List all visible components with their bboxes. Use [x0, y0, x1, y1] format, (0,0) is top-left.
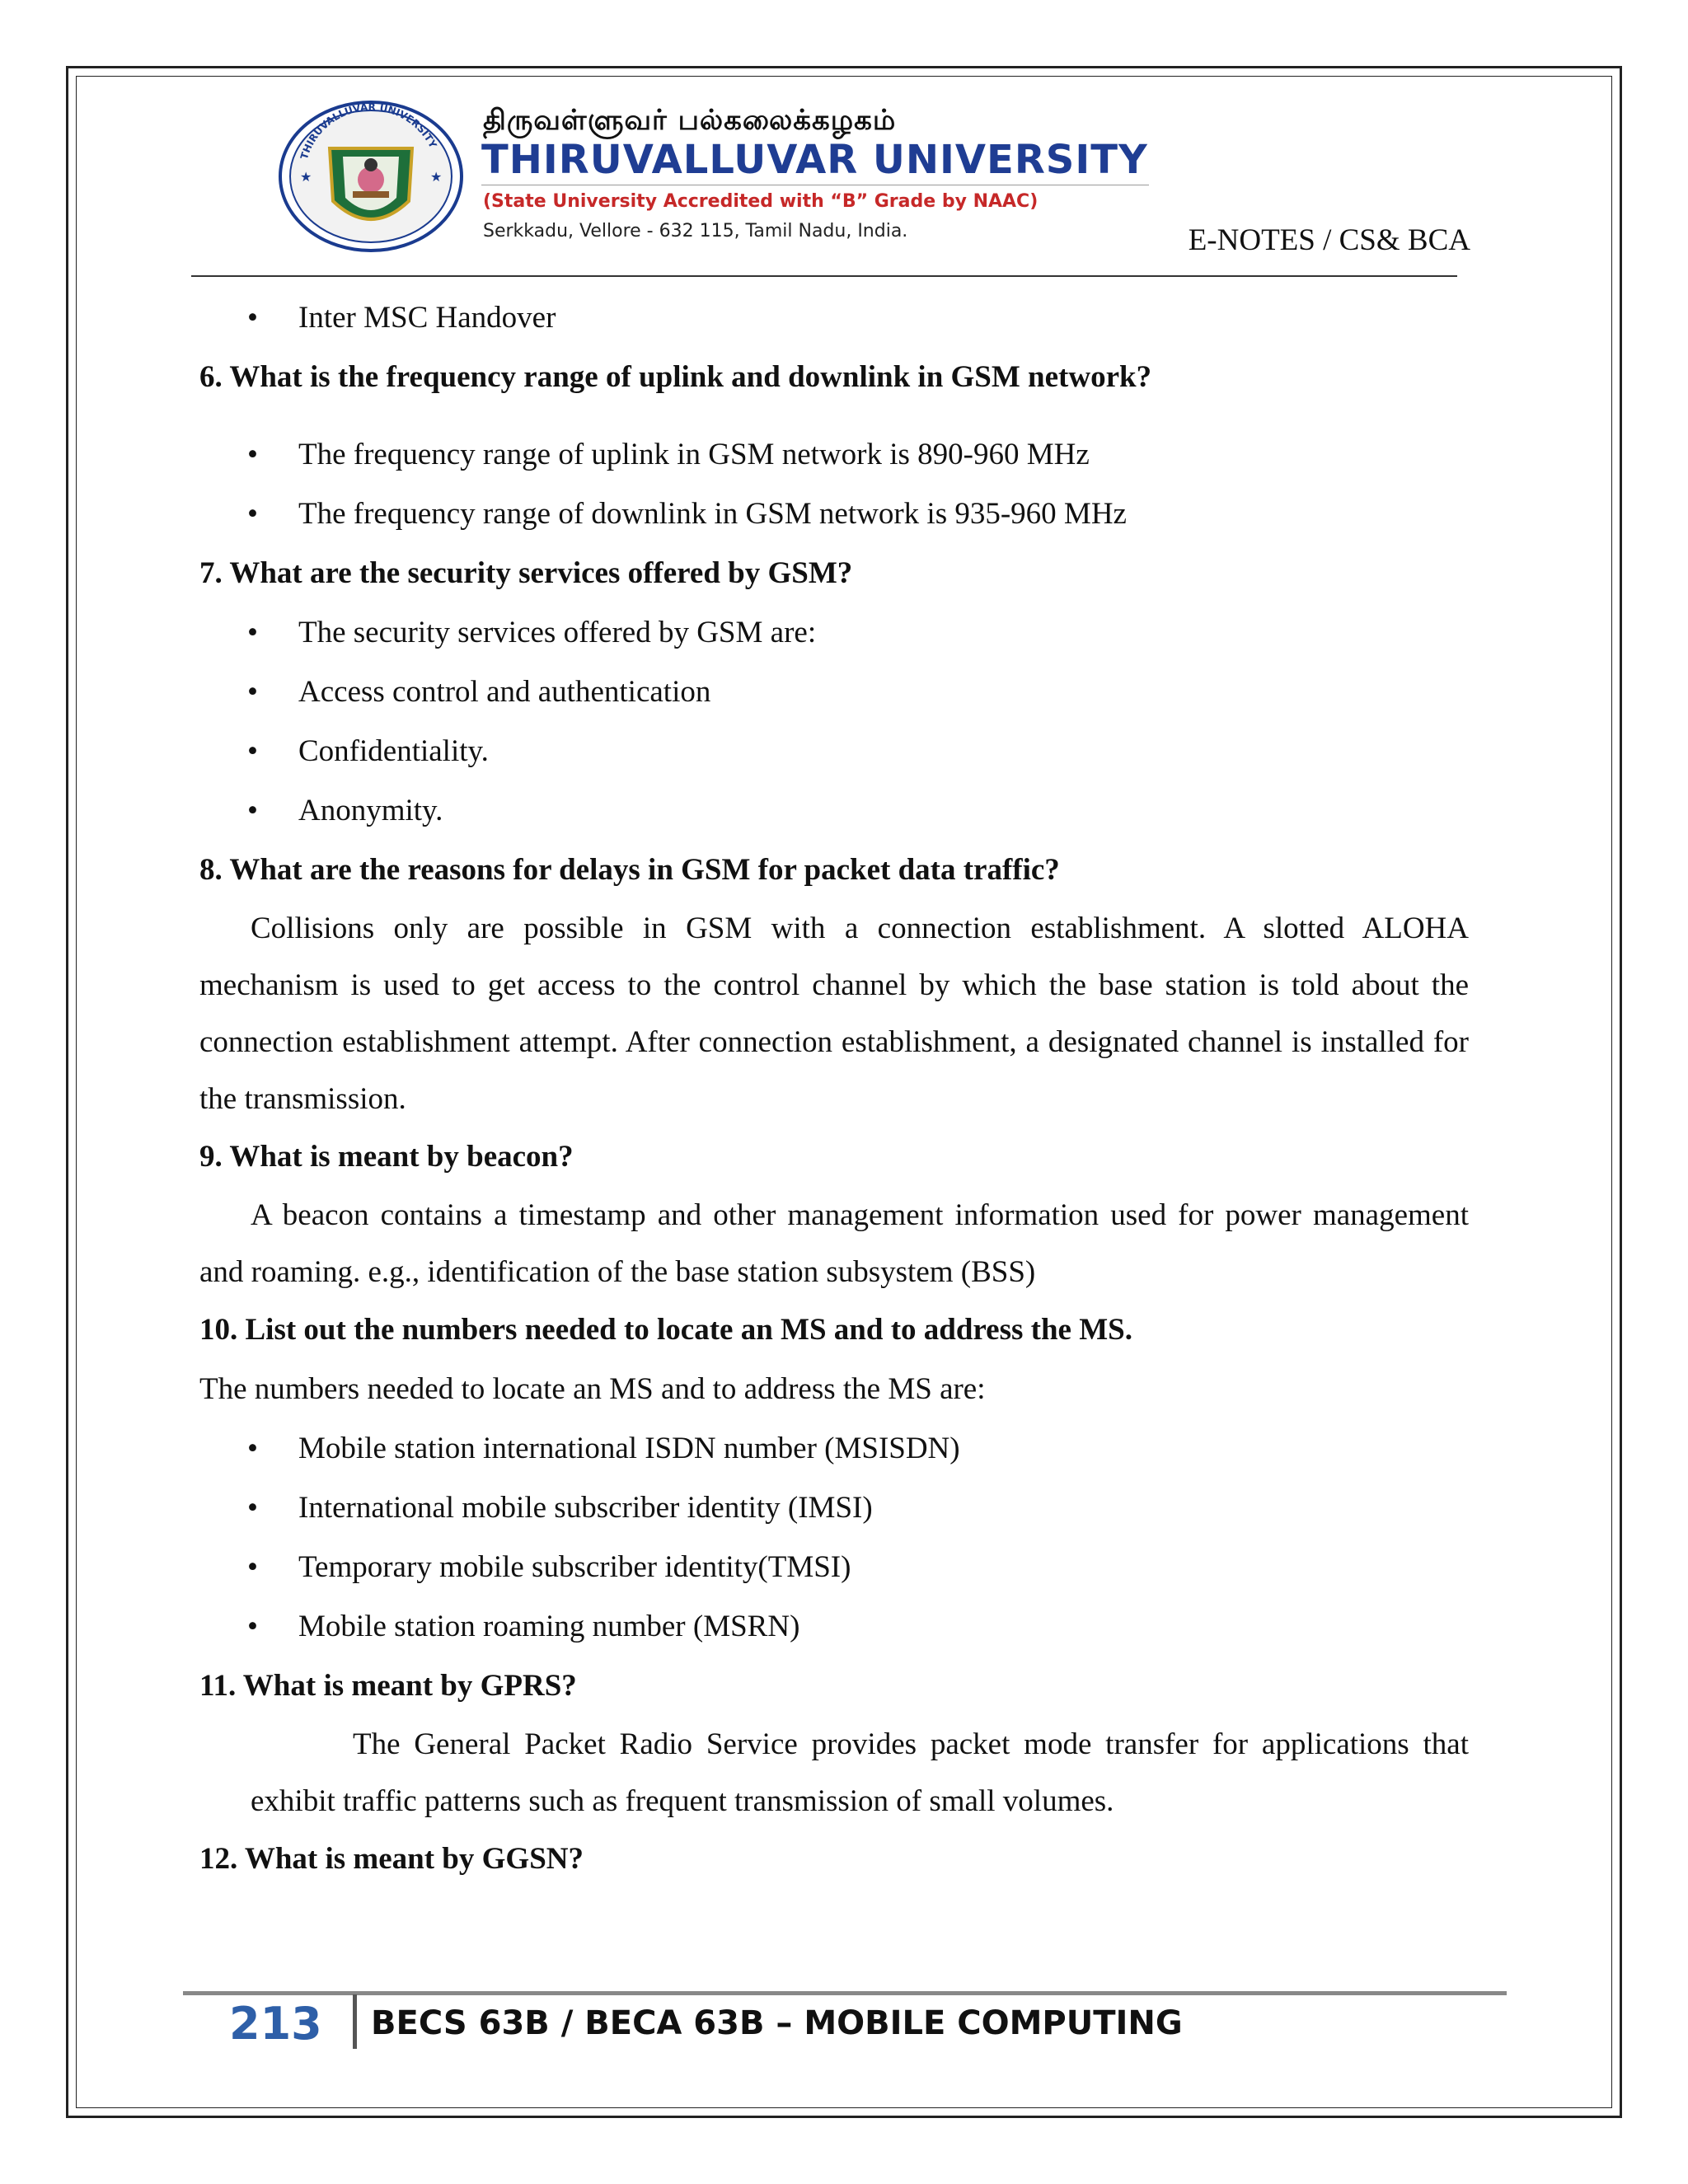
header-divider [191, 275, 1457, 277]
q7-bullet-list [199, 603, 1469, 841]
svg-text:★: ★ [430, 169, 443, 185]
page-content [199, 288, 1469, 1889]
list-item: • Temporary mobile subscriber identity(TMSI) [199, 1538, 1469, 1597]
list-item: • Inter MSC Handover [199, 288, 1469, 348]
university-address: Serkkadu, Vellore - 632 115, Tamil Nadu, India. [483, 221, 908, 241]
course-title: BECS 63B / BECA 63B – MOBILE COMPUTING [371, 2004, 1183, 2042]
question-10: 10. List out the numbers needed to locate an MS and to address the MS. [199, 1313, 1132, 1347]
university-name: THIRUVALLUVAR UNIVERSITY [481, 137, 1148, 183]
accreditation-text: (State University Accredited with “B” Grade by NAAC) [483, 191, 1039, 212]
answer-11 [199, 1716, 1469, 1830]
university-logo [277, 99, 465, 254]
enotes-label: E-NOTES / CS& BCA [1188, 223, 1470, 257]
question-7: 7. What are the security services offered by GSM? [199, 556, 853, 590]
question-9: 9. What is meant by beacon? [199, 1140, 574, 1174]
answer-11-text: The General Packet Radio Service provides packet mode transfer for applications that exhibit traffic patterns such as frequent transmission of small volumes. [251, 1727, 1469, 1818]
q6-bullet-list [199, 425, 1469, 544]
footer-rule [183, 1991, 1507, 1995]
answer-10-intro: The numbers needed to locate an MS and to address the MS are: [199, 1372, 986, 1406]
list-item: • Access control and authentication [199, 663, 1469, 722]
list-item: • Mobile station roaming number (MSRN) [199, 1597, 1469, 1657]
q10-bullet-list [199, 1419, 1469, 1657]
svg-text:★: ★ [300, 169, 312, 185]
footer-separator [353, 1994, 357, 2049]
list-item: • The frequency range of downlink in GSM network is 935-960 MHz [199, 485, 1469, 544]
list-item: • Anonymity. [199, 781, 1469, 841]
list-item: • Confidentiality. [199, 722, 1469, 781]
question-8: 8. What are the reasons for delays in GSM for packet data traffic? [199, 853, 1060, 887]
list-item: • International mobile subscriber identity (IMSI) [199, 1479, 1469, 1538]
list-item: • Mobile station international ISDN number (MSISDN) [199, 1419, 1469, 1479]
logo-ring-text: THIRUVALLUVAR UNIVERSITY [298, 101, 439, 162]
bullet-list [199, 288, 1469, 348]
answer-8: Collisions only are possible in GSM with a connection establishment. A slotted ALOHA mechanism is used to get access to the control channel by which the base station is told about the connection establishment attempt. After connection establishment, a designated channel is installed for the transmission. [199, 912, 1469, 1116]
question-12: 12. What is meant by GGSN? [199, 1842, 584, 1876]
page-number: 213 [229, 1998, 322, 2050]
question-6: 6. What is the frequency range of uplink and downlink in GSM network? [199, 360, 1152, 394]
list-item: • The security services offered by GSM are: [199, 603, 1469, 663]
answer-9: A beacon contains a timestamp and other management information used for power management and roaming. e.g., identification of the base station subsystem (BSS) [199, 1198, 1469, 1289]
list-item: • The frequency range of uplink in GSM network is 890-960 MHz [199, 425, 1469, 485]
question-11: 11. What is meant by GPRS? [199, 1669, 577, 1703]
university-tamil-name: திருவள்ளுவர் பல்கலைக்கழகம் [483, 104, 897, 137]
